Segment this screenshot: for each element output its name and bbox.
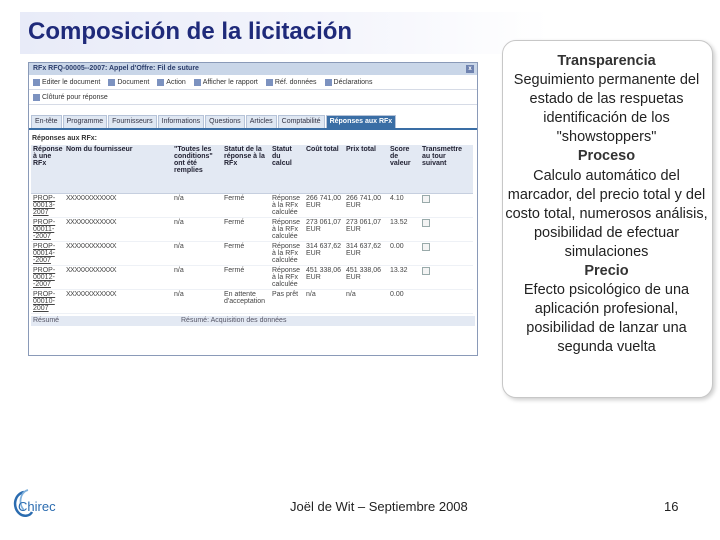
callout-heading: Transparencia (557, 53, 656, 69)
footer-text: Joël de Wit – Septiembre 2008 (290, 499, 468, 514)
transmit-checkbox[interactable] (422, 243, 430, 251)
status-cell: Fermé (222, 218, 270, 242)
transmit-checkbox-cell (420, 290, 473, 314)
transmit-checkbox-cell (420, 218, 473, 242)
report-icon (194, 79, 201, 86)
status-icon (33, 94, 40, 101)
cost-cell: 451 338,06 EUR (304, 266, 344, 290)
supplier-name: XXXXXXXXXXXX (64, 194, 172, 218)
summary-bar (31, 316, 475, 326)
conditions-cell: n/a (172, 218, 222, 242)
score-cell: 0.00 (388, 290, 420, 314)
page-number: 16 (664, 499, 679, 514)
calc-cell: Réponse à la RFx calculée (270, 194, 304, 218)
calc-cell: Réponse à la RFx calculée (270, 242, 304, 266)
price-cell: 273 061,07 EUR (344, 218, 388, 242)
price-cell: n/a (344, 290, 388, 314)
data-icon (266, 79, 273, 86)
cost-cell: 273 061,07 EUR (304, 218, 344, 242)
toolbar-label: Editer le document (42, 78, 101, 86)
transmit-checkbox[interactable] (422, 267, 430, 275)
summary-left[interactable]: Résumé (33, 317, 60, 324)
tab-bar (29, 115, 477, 130)
conditions-cell: n/a (172, 266, 222, 290)
response-link[interactable]: PROP-00014--2007 (31, 242, 64, 266)
tab-questions[interactable]: Questions (205, 115, 245, 128)
chirec-logo (10, 486, 70, 522)
response-link[interactable]: PROP-00011--2007 (31, 218, 64, 242)
slide-title: Composición de la licitación (28, 18, 353, 45)
tab-suppliers[interactable]: Fournisseurs (108, 115, 156, 128)
tab-information[interactable]: Informations (158, 115, 205, 128)
price-cell: 266 741,00 EUR (344, 194, 388, 218)
transmit-checkbox-cell (420, 242, 473, 266)
calc-cell: Réponse à la RFx calculée (270, 266, 304, 290)
column-header[interactable]: Coût total (304, 145, 344, 194)
table-row (31, 266, 473, 290)
callout-heading: Proceso (577, 148, 636, 165)
conditions-cell: n/a (172, 290, 222, 314)
supplier-name: XXXXXXXXXXXX (64, 266, 172, 290)
action-icon (157, 79, 164, 86)
tab-articles[interactable]: Articles (246, 115, 277, 128)
app-screenshot (28, 62, 478, 356)
declarations-icon (325, 79, 332, 86)
status-cell: Fermé (222, 194, 270, 218)
column-header[interactable]: "Toutes les conditions" ont été remplies (172, 145, 222, 194)
document-menu-button[interactable] (108, 79, 149, 86)
callout-heading: Precio (584, 263, 629, 280)
conditions-cell: n/a (172, 242, 222, 266)
close-icon[interactable]: x (466, 65, 474, 73)
conditions-cell: n/a (172, 194, 222, 218)
action-menu-button[interactable] (157, 79, 185, 86)
table-row (31, 194, 473, 218)
transmit-checkbox-cell (420, 194, 473, 218)
toolbar-label: Déclarations (333, 78, 373, 86)
supplier-name: XXXXXXXXXXXX (64, 218, 172, 242)
responses-table (31, 145, 473, 314)
status-cell: En attente d'acceptation (222, 290, 270, 314)
transmit-checkbox-cell (420, 266, 473, 290)
column-header[interactable]: Réponse à une RFx (31, 145, 64, 194)
response-link[interactable]: PROP-00013-2007 (31, 194, 64, 218)
toolbar-label: Afficher le rapport (202, 78, 258, 86)
toolbar-label: Document (117, 78, 150, 86)
supplier-name: XXXXXXXXXXXX (64, 290, 172, 314)
window-title (29, 63, 477, 75)
edit-icon (33, 79, 40, 86)
calc-cell: Pas prêt (270, 290, 304, 314)
cost-cell: 314 637,62 EUR (304, 242, 344, 266)
status-label[interactable]: Clôturé pour réponse (42, 93, 108, 101)
table-row (31, 218, 473, 242)
table-row (31, 242, 473, 266)
window-title-text: RFx RFQ-00005--2007: Appel d'Offre: Fil de suture (33, 65, 199, 72)
supplier-name: XXXXXXXXXXXX (64, 242, 172, 266)
callout-text (502, 52, 711, 358)
report-menu-button[interactable] (194, 79, 258, 86)
cost-cell: 266 741,00 EUR (304, 194, 344, 218)
summary-right: Résumé: Acquisition des données (181, 317, 287, 324)
toolbar-label: Réf. données (274, 78, 317, 86)
callout-paragraph: Seguimiento permanente del estado de las respuetas identificación de los "showstoppers" (513, 72, 700, 146)
column-header[interactable]: Statut de la réponse à la RFx (222, 145, 270, 194)
declarations-button[interactable] (325, 79, 373, 86)
column-header[interactable]: Statut du calcul (270, 145, 304, 194)
score-cell: 4.10 (388, 194, 420, 218)
logo-text: Chirec (18, 499, 56, 514)
column-header[interactable]: Transmettre au tour suivant (420, 145, 473, 194)
response-link[interactable]: PROP-00012--2007 (31, 266, 64, 290)
tab-responses[interactable]: Réponses aux RFx (326, 115, 397, 128)
transmit-checkbox[interactable] (422, 219, 430, 227)
column-header[interactable]: Nom du fournisseur (64, 145, 172, 194)
score-cell: 13.52 (388, 218, 420, 242)
price-cell: 314 637,62 EUR (344, 242, 388, 266)
column-header[interactable]: Score de valeur (388, 145, 420, 194)
score-cell: 0.00 (388, 242, 420, 266)
transmit-checkbox[interactable] (422, 195, 430, 203)
table-row (31, 290, 473, 314)
reference-data-button[interactable] (266, 79, 317, 86)
callout-paragraph: Efecto psicológico de una aplicación profesional, posibilidad de lanzar una segunda vuelta (523, 282, 690, 356)
status-cell: Fermé (222, 266, 270, 290)
tab-accounting[interactable]: Comptabilité (278, 115, 325, 128)
tab-header[interactable]: En-tête (31, 115, 62, 128)
status-toolbar (29, 90, 477, 105)
document-icon (108, 79, 115, 86)
tab-programme[interactable]: Programme (63, 115, 108, 128)
section-title: Réponses aux RFx: (32, 135, 97, 142)
toolbar-label: Action (166, 78, 186, 86)
column-header[interactable]: Prix total (344, 145, 388, 194)
edit-document-button[interactable] (33, 79, 100, 86)
toolbar (29, 75, 477, 90)
callout-paragraph: Calculo automático del marcador, del precio total y del costo total, numerosos análisis, posibilidad de efectuar simulaciones (505, 167, 708, 260)
response-link[interactable]: PROP-00010-2007 (31, 290, 64, 314)
score-cell: 13.32 (388, 266, 420, 290)
price-cell: 451 338,06 EUR (344, 266, 388, 290)
calc-cell: Réponse à la RFx calculée (270, 218, 304, 242)
cost-cell: n/a (304, 290, 344, 314)
status-cell: Fermé (222, 242, 270, 266)
table-header-row (31, 145, 473, 194)
